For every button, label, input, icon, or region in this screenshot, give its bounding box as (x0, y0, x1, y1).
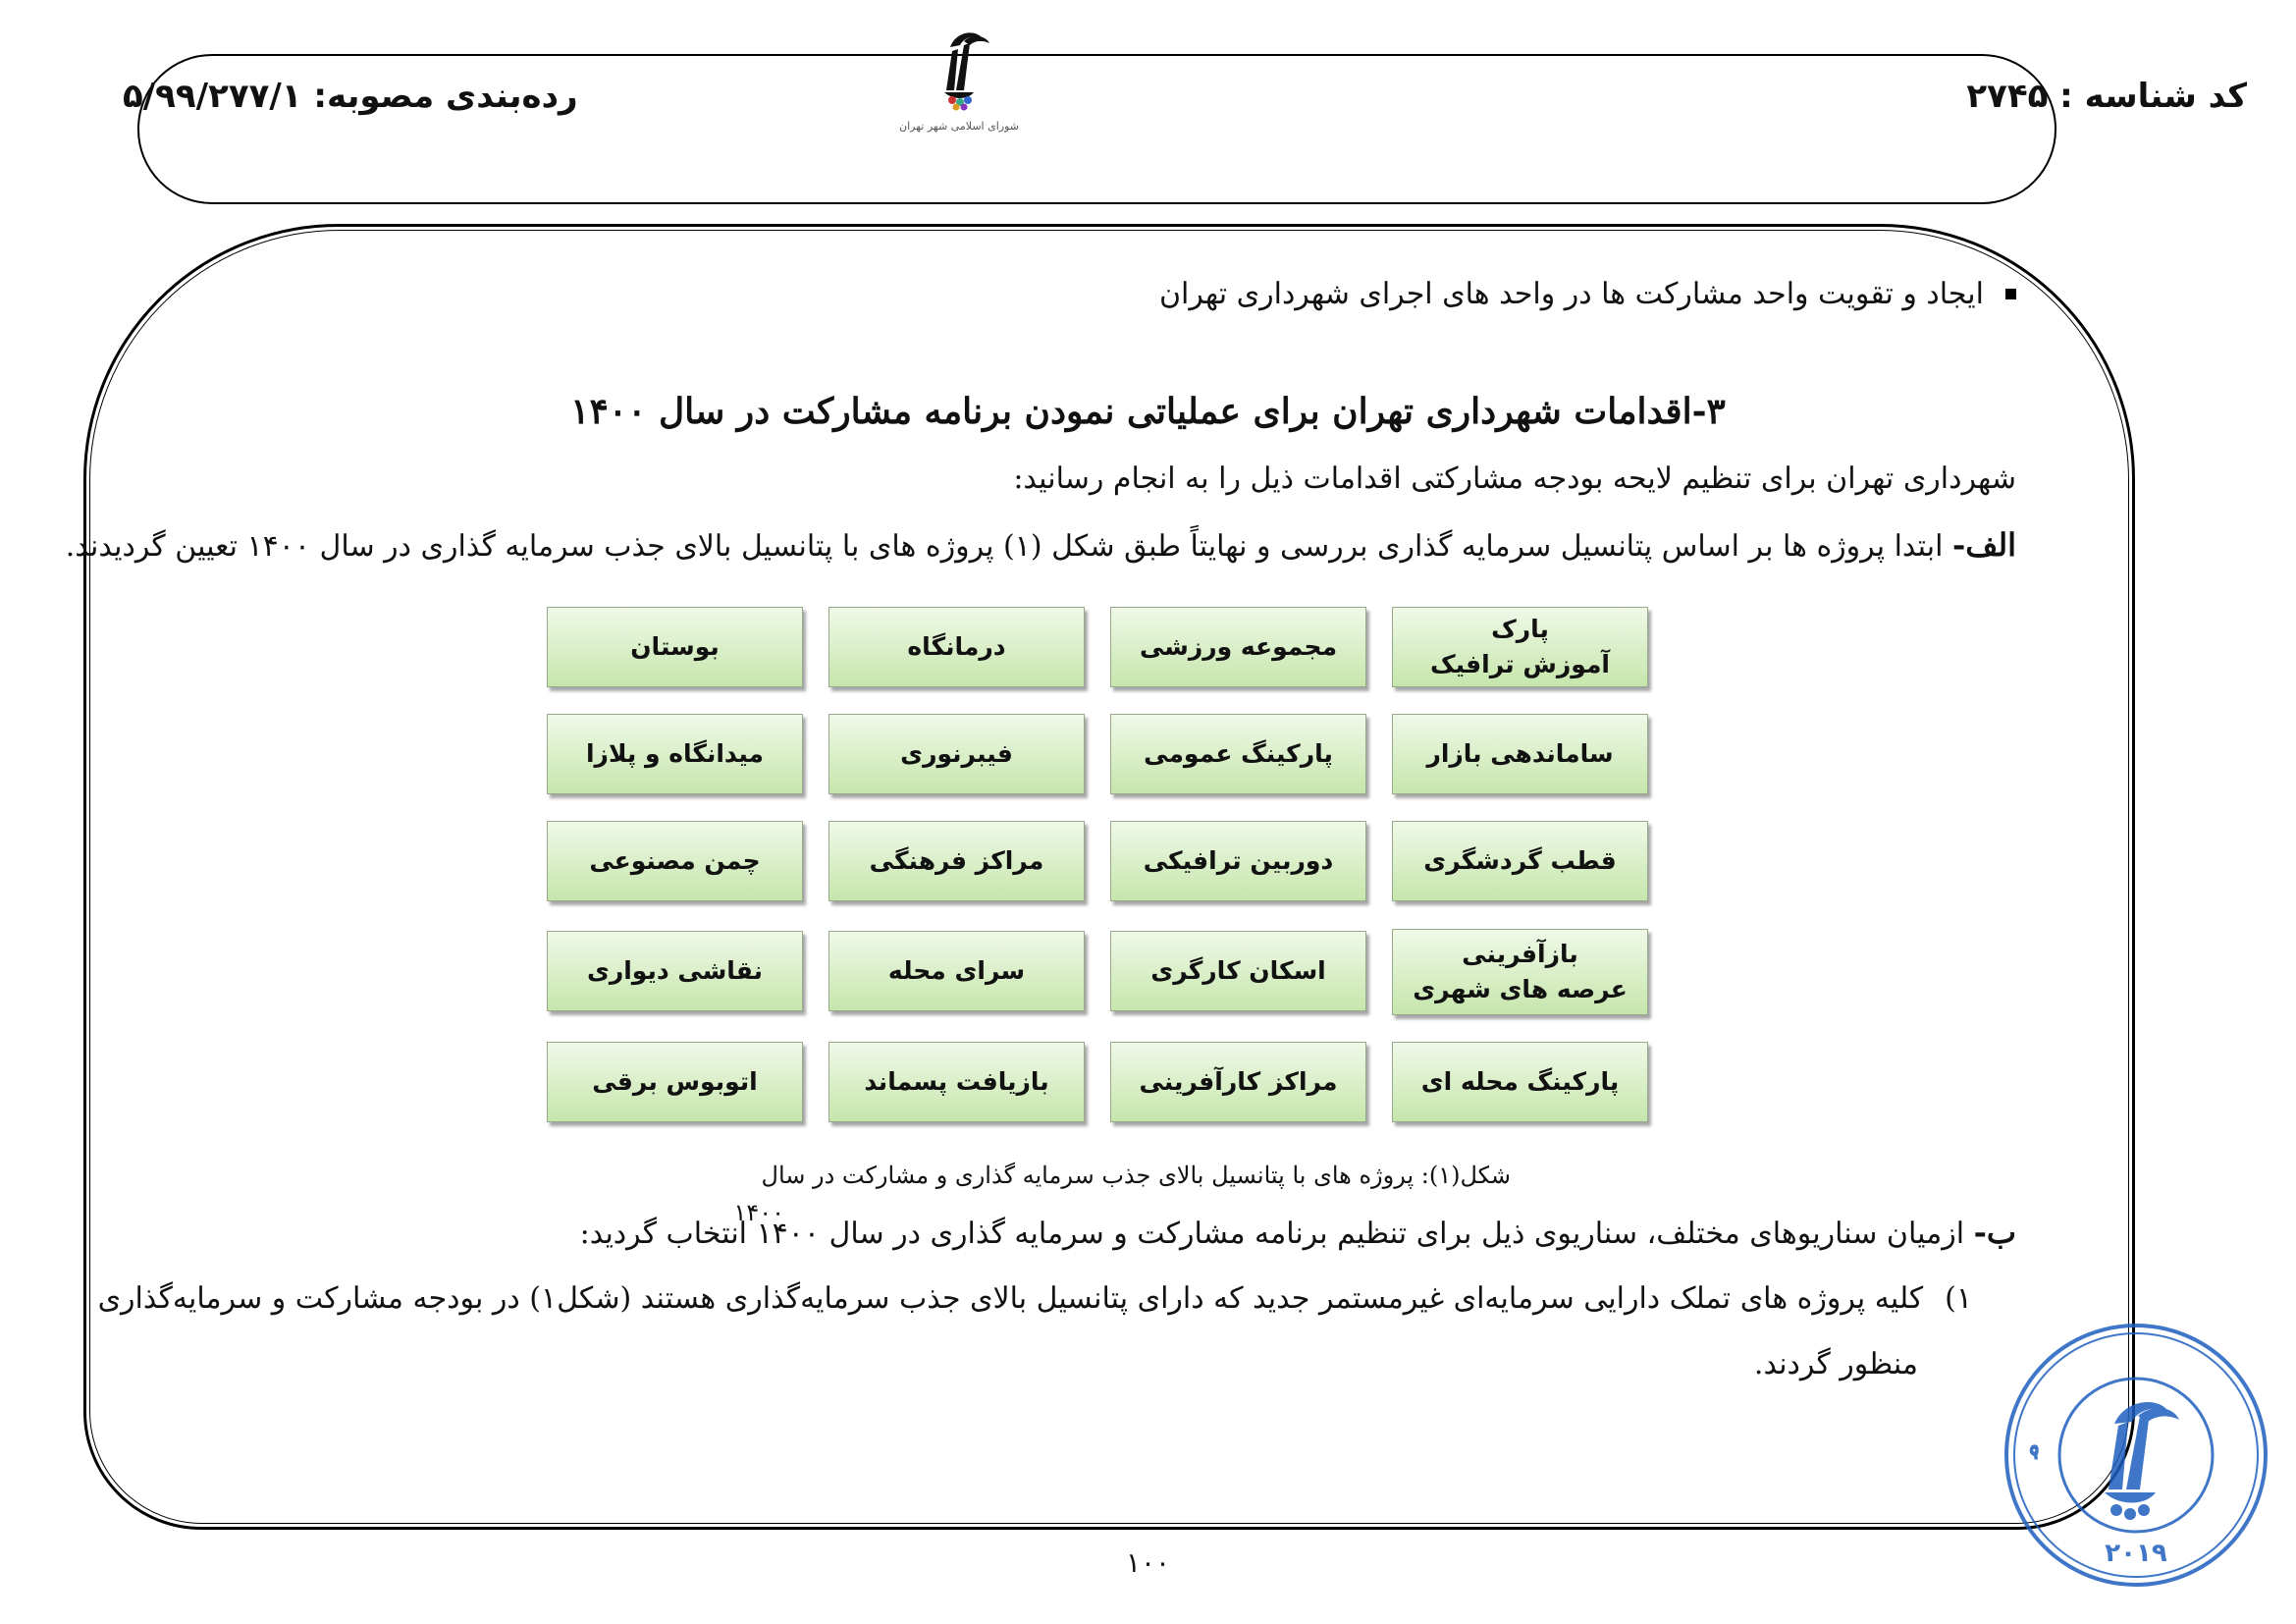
be-label: ب- (1973, 1214, 2016, 1251)
grid-cell: مراکز کارآفرینی (1110, 1042, 1366, 1122)
grid-cell: دوربین ترافیکی (1110, 821, 1366, 901)
council-logo-icon (895, 12, 1023, 120)
grid-cell: درمانگاه (828, 607, 1085, 687)
item1-number: ۱) (1945, 1281, 1972, 1316)
grid-cell: میدانگاه و پلازا (547, 714, 803, 794)
grid-cell: مراکز فرهنگی (828, 821, 1085, 901)
grid-cell: بوستان (547, 607, 803, 687)
bullet-text: ایجاد و تقویت واحد مشارکت ها در واحد های اجرای شهرداری تهران (1159, 277, 1984, 311)
figure-caption-line2: ۱۴۰۰ (733, 1199, 784, 1227)
document-id-label: کد شناسه : ۲۷۴۵ (1966, 77, 2247, 116)
intro-paragraph: شهرداری تهران برای تنظیم لایحه بودجه مشارکتی اقدامات ذیل را به انجام رسانید: (1013, 461, 2016, 496)
stamp-seal-icon (1999, 1318, 2273, 1593)
alef-label: الف- (1951, 526, 2016, 564)
grid-cell: اسکان کارگری (1110, 931, 1366, 1011)
grid-cell: قطب گردشگری (1392, 821, 1648, 901)
grid-cell: نقاشی دیواری (547, 931, 803, 1011)
bullet-item (1159, 277, 2016, 311)
stamp-emblem-icon (2105, 1402, 2179, 1520)
item1-text-line2: منظور گردند. (1753, 1347, 1918, 1381)
grid-cell: بازآفرینی عرصه های شهری (1392, 929, 1648, 1015)
be-paragraph (580, 1214, 2016, 1251)
grid-cell: پارکینگ محله ای (1392, 1042, 1648, 1122)
figure-caption-line1: شکل(۱): پروژه های با پتانسیل بالای جذب سرمایه گذاری و مشارکت در سال (761, 1162, 1511, 1189)
stamp-ring-text: م (2013, 1441, 2046, 1460)
grid-cell: چمن مصنوعی (547, 821, 803, 901)
grid-cell: سرای محله (828, 931, 1085, 1011)
section-heading: ۳-اقدامات شهرداری تهران برای عملیاتی نمودن برنامه مشارکت در سال ۱۴۰۰ (570, 391, 1726, 432)
item1-text-line1: کلیه پروژه های تملک دارایی سرمایه‌ای غیرمستمر جدید که دارای پتانسیل بالای جذب سرمایه‌گذاری هستند (شکل۱) در بودجه مشارکت و سرمایه‌گذاری (97, 1281, 1924, 1316)
grid-cell: فیبرنوری (828, 714, 1085, 794)
stamp-number: ۲۰۱۹ (2105, 1539, 2167, 1568)
council-logo (895, 12, 1023, 133)
logo-caption: شورای اسلامی شهر تهران (899, 120, 1019, 133)
alef-paragraph (66, 526, 2016, 564)
grid-cell: پارک آموزش ترافیک (1392, 607, 1648, 687)
grid-cell: اتوبوس برقی (547, 1042, 803, 1122)
page-number: ۱۰۰ (1125, 1546, 1171, 1579)
classification-label: رده‌بندی مصوبه: ۵/۹۹/۲۷۷/۱ (123, 77, 578, 116)
grid-cell: بازیافت پسماند (828, 1042, 1085, 1122)
alef-text: ابتدا پروژه ها بر اساس پتانسیل سرمایه گذاری بررسی و نهایتاً طبق شکل (۱) پروژه های با پتانسیل بالای جذب سرمایه گذاری در سال ۱۴۰۰ تعیین گردیدند. (65, 529, 1952, 564)
grid-cell: مجموعه ورزشی (1110, 607, 1366, 687)
grid-cell: پارکینگ عمومی (1110, 714, 1366, 794)
be-text: ازمیان سناریوهای مختلف، سناریوی ذیل برای تنظیم برنامه مشارکت و سرمایه گذاری در سال ۱۴۰۰ انتخاب گردید: (579, 1217, 1974, 1251)
item1-paragraph (98, 1281, 1972, 1316)
bullet-square-icon (2005, 289, 2016, 299)
council-stamp (1999, 1318, 2273, 1593)
grid-cell: ساماندهی بازار (1392, 714, 1648, 794)
